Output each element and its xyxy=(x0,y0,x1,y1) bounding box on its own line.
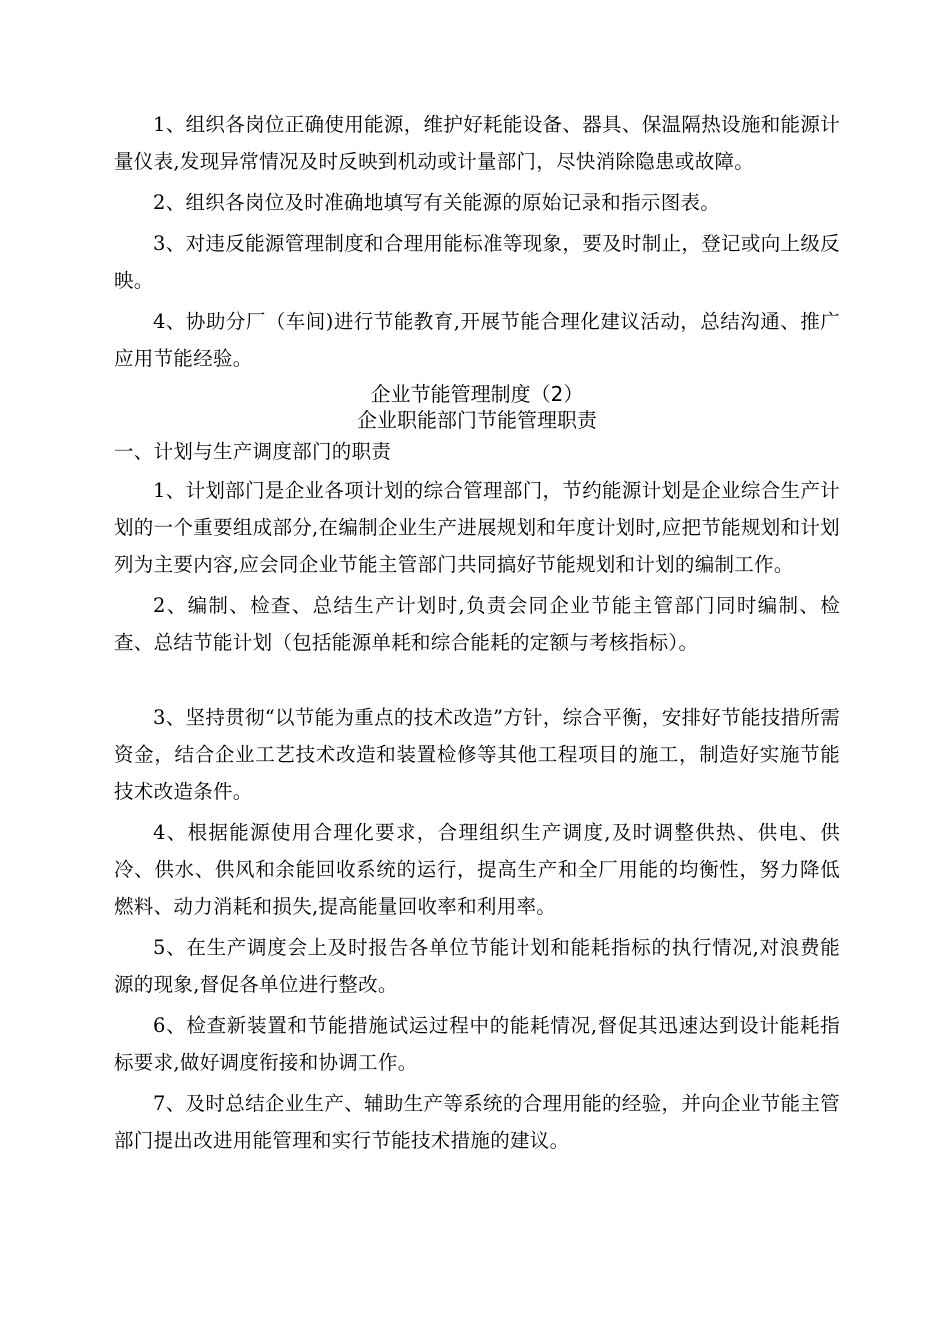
paragraph-bottom-1: 1、计划部门是企业各项计划的综合管理部门，节约能源计划是企业综合生产计划的一个重要组成部分,在编制企业生产进展规划和年度计划时,应把节能规划和计划列为主要内容,应会同企业节能主管部门共同搞好节能规划和计划的编制工作。 xyxy=(114,479,840,576)
paragraph-bottom-5: 5、在生产调度会上及时报告各单位节能计划和能耗指标的执行情况,对浪费能源的现象,督促各单位进行整改。 xyxy=(114,936,840,996)
paragraph-bottom-6: 6、检查新装置和节能措施试运过程中的能耗情况,督促其迅速达到设计能耗指标要求,做好调度衔接和协调工作。 xyxy=(114,1014,840,1074)
paragraph-bottom-3: 3、坚持贯彻“以节能为重点的技术改造”方针，综合平衡，安排好节能技措所需资金，结合企业工艺技术改造和装置检修等其他工程项目的施工，制造好实施节能技术改造条件。 xyxy=(114,706,840,803)
title-line-1: 企业节能管理制度（2） xyxy=(370,382,584,406)
paragraph-top-3: 3、对违反能源管理制度和合理用能标准等现象，要及时制止，登记或向上级反映。 xyxy=(114,232,840,292)
paragraph-bottom-4: 4、根据能源使用合理化要求，合理组织生产调度,及时调整供热、供电、供冷、供水、供风和余能回收系统的运行，提高生产和全厂用能的均衡性，努力降低燃料、动力消耗和损失,提高能量回收率和利用率。 xyxy=(114,821,840,918)
paragraph-bottom-7: 7、及时总结企业生产、辅助生产等系统的合理用能的经验，并向企业节能主管部门提出改进用能管理和实行节能技术措施的建议。 xyxy=(114,1092,840,1152)
document-body xyxy=(114,106,840,1163)
paragraph-spacer xyxy=(114,665,840,699)
paragraph-bottom-2: 2、编制、检查、总结生产计划时,负责会同企业节能主管部门同时编制、检查、总结节能计划（包括能源单耗和综合能耗的定额与考核指标）。 xyxy=(114,594,840,654)
paragraph-top-4: 4、协助分厂（车间)进行节能教育,开展节能合理化建议活动，总结沟通、推广应用节能经验。 xyxy=(114,310,840,370)
paragraph-top-1: 1、组织各岗位正确使用能源，维护好耗能设备、器具、保温隔热设施和能源计量仪表,发现异常情况及时反映到机动或计量部门，尽快消除隐患或故障。 xyxy=(114,113,840,173)
title-line-2: 企业职能部门节能管理职责 xyxy=(357,408,597,432)
paragraph-top-2: 2、组织各岗位及时准确地填写有关能源的原始记录和指示图表。 xyxy=(153,191,721,214)
section-heading: 一、计划与生产调度部门的职责 xyxy=(114,440,392,463)
document-title xyxy=(114,381,840,433)
